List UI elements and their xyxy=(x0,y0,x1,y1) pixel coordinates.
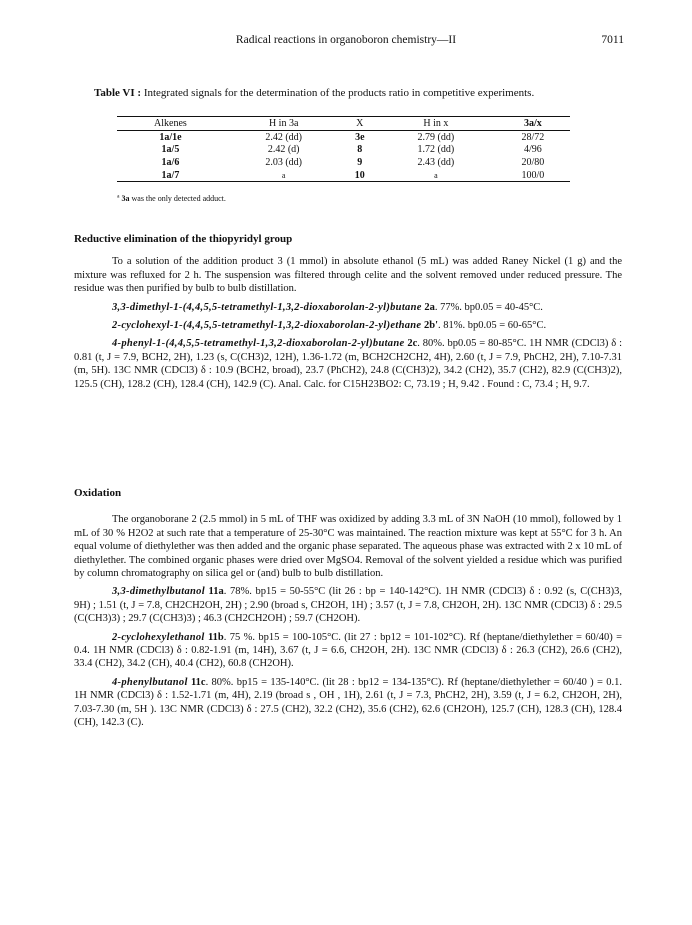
table-cell: 20/80 xyxy=(521,156,545,168)
col-header: 3a/x xyxy=(496,117,570,131)
footnote-mark: a xyxy=(117,193,120,200)
compound-entry xyxy=(74,676,622,730)
compound-entry xyxy=(74,337,622,391)
section-oxidation xyxy=(74,487,622,730)
compound-data: . 80%. bp15 = 135-140°C. (lit 28 : bp12 = 134-135°C). Rf (heptane/diethylether = 60/40 ) = 0.1. 1H NMR (CDCl3) δ : 1.52-1.71 (m, 4H), 2.19 (broad s , OH , 1H), 2.61 (t, J = 7.3, PhCH2, 2H), 3.59 (t, J = 6.2, CH2OH, 2H), 7.03-7.30 (m, 5H ). 13C NMR (CDCl3) δ : 27.5 (CH2), 32.2 (CH2), 35.6 (CH2), 62.6 (CH2OH), 125.7 (CH), 128.3 (CH), 128.4 (CH), 142.3 (C). xyxy=(74,676,622,729)
procedure-paragraph: To a solution of the addition product 3 (1 mmol) in absolute ethanol (5 mL) was added Raney Nickel (1 g) and the mixture was refluxed for 2 h. The suspension was filtered through celite and the solvent removed under reduced pressure. The residue was then purified by bulb to bulb distillation. xyxy=(74,256,622,295)
section-reductive-elimination xyxy=(74,233,622,391)
table-cell: 2.03 (dd) xyxy=(265,156,303,168)
table-cell: a xyxy=(224,169,344,182)
compound-label: 11a xyxy=(208,586,224,598)
table-cell: 2.79 (dd) xyxy=(417,131,455,143)
compound-data: . 75 %. bp15 = 100-105°C. (lit 27 : bp12 = 101-102°C). Rf (heptane/diethylether = 60/40) = 0.4. 1H NMR (CDCl3) δ : 0.82-1.91 (m, 14H), 3.67 (t, J = 6.6, CH2OH, 2H). 13C NMR (CDCl3) δ : 26.3 (CH2), 26.6 (CH2), 33.4 (CH2), 34.2 (CH), 40.4 (CH2), 60.8 (CH2OH). xyxy=(74,631,622,670)
table-caption xyxy=(94,87,534,99)
table-caption-text: Integrated signals for the determination of the products ratio in competitive experiments. xyxy=(143,87,535,99)
table-cell: 2.42 (d) xyxy=(267,144,300,156)
col-header: Alkenes xyxy=(117,117,224,131)
section-heading: Oxidation xyxy=(74,487,122,499)
table-row xyxy=(117,169,570,182)
section-heading: Reductive elimination of the thiopyridyl group xyxy=(74,233,293,245)
compound-data: . 77%. bp0.05 = 40-45°C. xyxy=(434,301,543,313)
compound-name: 4-phenylbutanol xyxy=(112,676,188,688)
table-cell: 1a/5 xyxy=(161,144,180,156)
compound-name: 4-phenyl-1-(4,4,5,5-tetramethyl-1,3,2-dioxaborolan-2-yl)butane xyxy=(112,338,405,350)
procedure-paragraph: The organoborane 2 (2.5 mmol) in 5 mL of THF was oxidized by adding 3.3 mL of 3N NaOH (10 mmol), followed by 1 mL of 30 % H2O2 at such rate that a temperature of 25-30°C was maintained. The reaction mixture was kept at 55°C for 3 h. An equal volume of diethylether was then added and the organic phase separated. The aqueous phase was extracted with 2 x 10 mL of diethylether. The combined organic phases were dried over MgSO4. Removal of the solvent yielded a residue which was purified by column chromatography on silica gel or (and) bulb to bulb distillation. xyxy=(74,514,622,580)
table-cell: 2.42 (dd) xyxy=(265,131,303,143)
running-title: Radical reactions in organoboron chemistry—II xyxy=(235,34,457,46)
footnote-text: was the only detected adduct. xyxy=(131,194,226,203)
compound-name: 2-cyclohexylethanol xyxy=(112,631,205,643)
compound-label: 2c xyxy=(407,338,418,350)
table-caption-label: Table VI : xyxy=(94,87,142,99)
compound-entry xyxy=(74,301,622,314)
table-footnote xyxy=(117,194,226,203)
table-cell: 1.72 (dd) xyxy=(417,144,455,156)
col-header: H in 3a xyxy=(224,117,344,131)
table-cell: 4/96 xyxy=(523,144,542,156)
compound-name: 3,3-dimethyl-1-(4,4,5,5-tetramethyl-1,3,2-dioxaborolan-2-yl)butane xyxy=(112,301,422,313)
compound-label: 2a xyxy=(424,301,435,313)
table-cell: 2.43 (dd) xyxy=(417,156,455,168)
table-cell: 1a/7 xyxy=(117,169,224,182)
compound-data: . 81%. bp0.05 = 60-65°C. xyxy=(438,320,547,332)
table-cell: 100/0 xyxy=(496,169,570,182)
compound-label: 11b xyxy=(208,631,224,643)
compound-label: 11c xyxy=(191,676,206,688)
table-row xyxy=(117,144,570,157)
table-cell: 9 xyxy=(357,156,363,168)
table-cell: 1a/6 xyxy=(161,156,180,168)
table-cell: 28/72 xyxy=(521,131,545,143)
col-header: H in x xyxy=(376,117,496,131)
compound-entry xyxy=(74,319,622,332)
table-header-row xyxy=(117,117,570,131)
compound-label: 2b' xyxy=(424,320,439,332)
table-cell: 1a/1e xyxy=(159,131,182,143)
table-cell: 8 xyxy=(357,144,363,156)
table-cell: a xyxy=(376,169,496,182)
results-table xyxy=(117,116,570,182)
compound-name: 3,3-dimethylbutanol xyxy=(112,586,205,598)
compound-entry xyxy=(74,585,622,625)
table-row xyxy=(117,156,570,169)
footnote-compound: 3a xyxy=(121,194,130,203)
col-header: X xyxy=(343,117,376,131)
table-cell: 3e xyxy=(355,131,365,143)
table-cell: 10 xyxy=(343,169,376,182)
compound-data: . 80%. bp0.05 = 80-85°C. 1H NMR (CDCl3) δ : 0.81 (t, J = 7.9, BCH2, 2H), 1.23 (s, C(CH3)2, 12H), 1.36-1.72 (m, BCH2CH2CH2, 4H), 2.60 (t, J = 7.9, PhCH2, 2H), 7.10-7.31 (m, 5H). 13C NMR (CDCl3) δ : 10.9 (BCH2, broad), 23.7 (PhCH2), 24.8 (C(CH3)2), 34.2 (CH2), 35.7 (CH2), 82.9 (C(CH3)2), 125.5 (CH), 128.2 (CH), 128.4 (CH), 142.9 (C). Anal. Calc. for C15H23BO2: C, 73.19 ; H, 9.42 . Found : C, 73.4 ; H, 9.7. xyxy=(74,338,622,390)
page-number: 7011 xyxy=(601,34,624,46)
compound-data: . 78%. bp15 = 50-55°C (lit 26 : bp = 140-142°C). 1H NMR (CDCl3) δ : 0.92 (s, C(CH3)3, 9H) ; 1.51 (t, J = 7.8, CH2CH2OH, 2H) ; 2.90 (broad s, CH2OH, 1H) ; 3.57 (t, J = 7.8, CH2OH, 2H). 13C NMR (CDCl3) δ : 29.5 (C(CH3)3) ; 29.7 (C(CH3)3) ; 46.3 (CH2CH2OH) ; 59.7 (CH2OH). xyxy=(74,586,623,625)
compound-name: 2-cyclohexyl-1-(4,4,5,5-tetramethyl-1,3,2-dioxaborolan-2-yl)ethane xyxy=(112,320,422,332)
table-row xyxy=(117,131,570,144)
compound-entry xyxy=(74,631,622,671)
